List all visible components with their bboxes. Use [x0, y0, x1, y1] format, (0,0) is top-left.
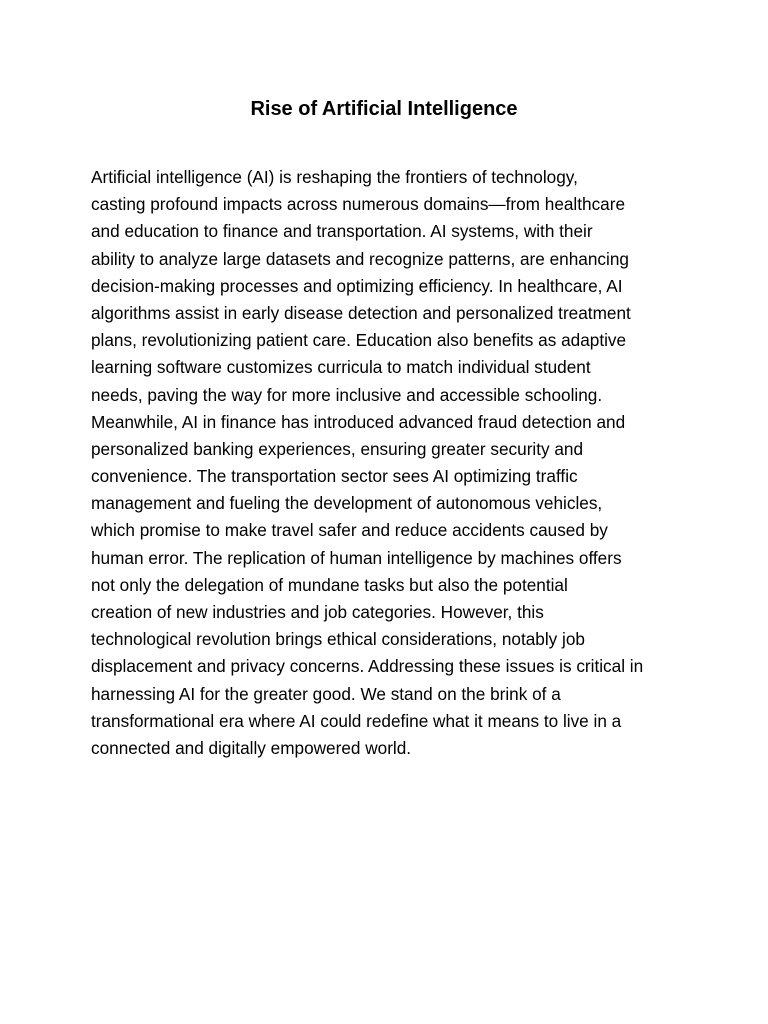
paragraph-line: technological revolution brings ethical considerations, notably job	[91, 629, 585, 650]
paragraph-line: which promise to make travel safer and reduce accidents caused by	[91, 520, 608, 541]
paragraph-line: needs, paving the way for more inclusive and accessible schooling.	[91, 384, 603, 405]
paragraph-line: creation of new industries and job categories. However, this	[91, 602, 544, 622]
paragraph-line: ability to analyze large datasets and recognize patterns, are enhancing	[91, 248, 629, 269]
paragraph-line: and education to finance and transportation. AI systems, with their	[91, 221, 593, 242]
paragraph-line: personalized banking experiences, ensuring greater security and	[91, 438, 584, 459]
body-paragraph	[91, 164, 681, 762]
paragraph-line: harnessing AI for the greater good. We stand on the brink of a	[91, 683, 561, 704]
paragraph-line: learning software customizes curricula to match individual student	[91, 357, 591, 378]
paragraph-line: decision-making processes and optimizing efficiency. In healthcare, AI	[91, 275, 623, 296]
paragraph-line: transformational era where AI could redefine what it means to live in a	[91, 710, 622, 731]
paragraph-line: convenience. The transportation sector sees AI optimizing traffic	[91, 466, 578, 487]
paragraph-line: human error. The replication of human intelligence by machines offers	[91, 547, 622, 568]
paragraph-line: not only the delegation of mundane tasks but also the potential	[91, 574, 568, 595]
paragraph-line: management and fueling the development of autonomous vehicles,	[91, 493, 603, 514]
paragraph-line: algorithms assist in early disease detection and personalized treatment	[91, 302, 631, 323]
paragraph-line: connected and digitally empowered world.	[91, 737, 412, 758]
paragraph-line: casting profound impacts across numerous domains—from healthcare	[91, 194, 626, 215]
document-title: Rise of Artificial Intelligence	[250, 98, 518, 120]
paragraph-line: plans, revolutionizing patient care. Education also benefits as adaptive	[91, 330, 627, 351]
paragraph-line: displacement and privacy concerns. Addressing these issues is critical in	[91, 656, 644, 677]
paragraph-line: Meanwhile, AI in finance has introduced advanced fraud detection and	[91, 411, 626, 432]
paragraph-line: Artificial intelligence (AI) is reshaping the frontiers of technology,	[91, 167, 578, 187]
